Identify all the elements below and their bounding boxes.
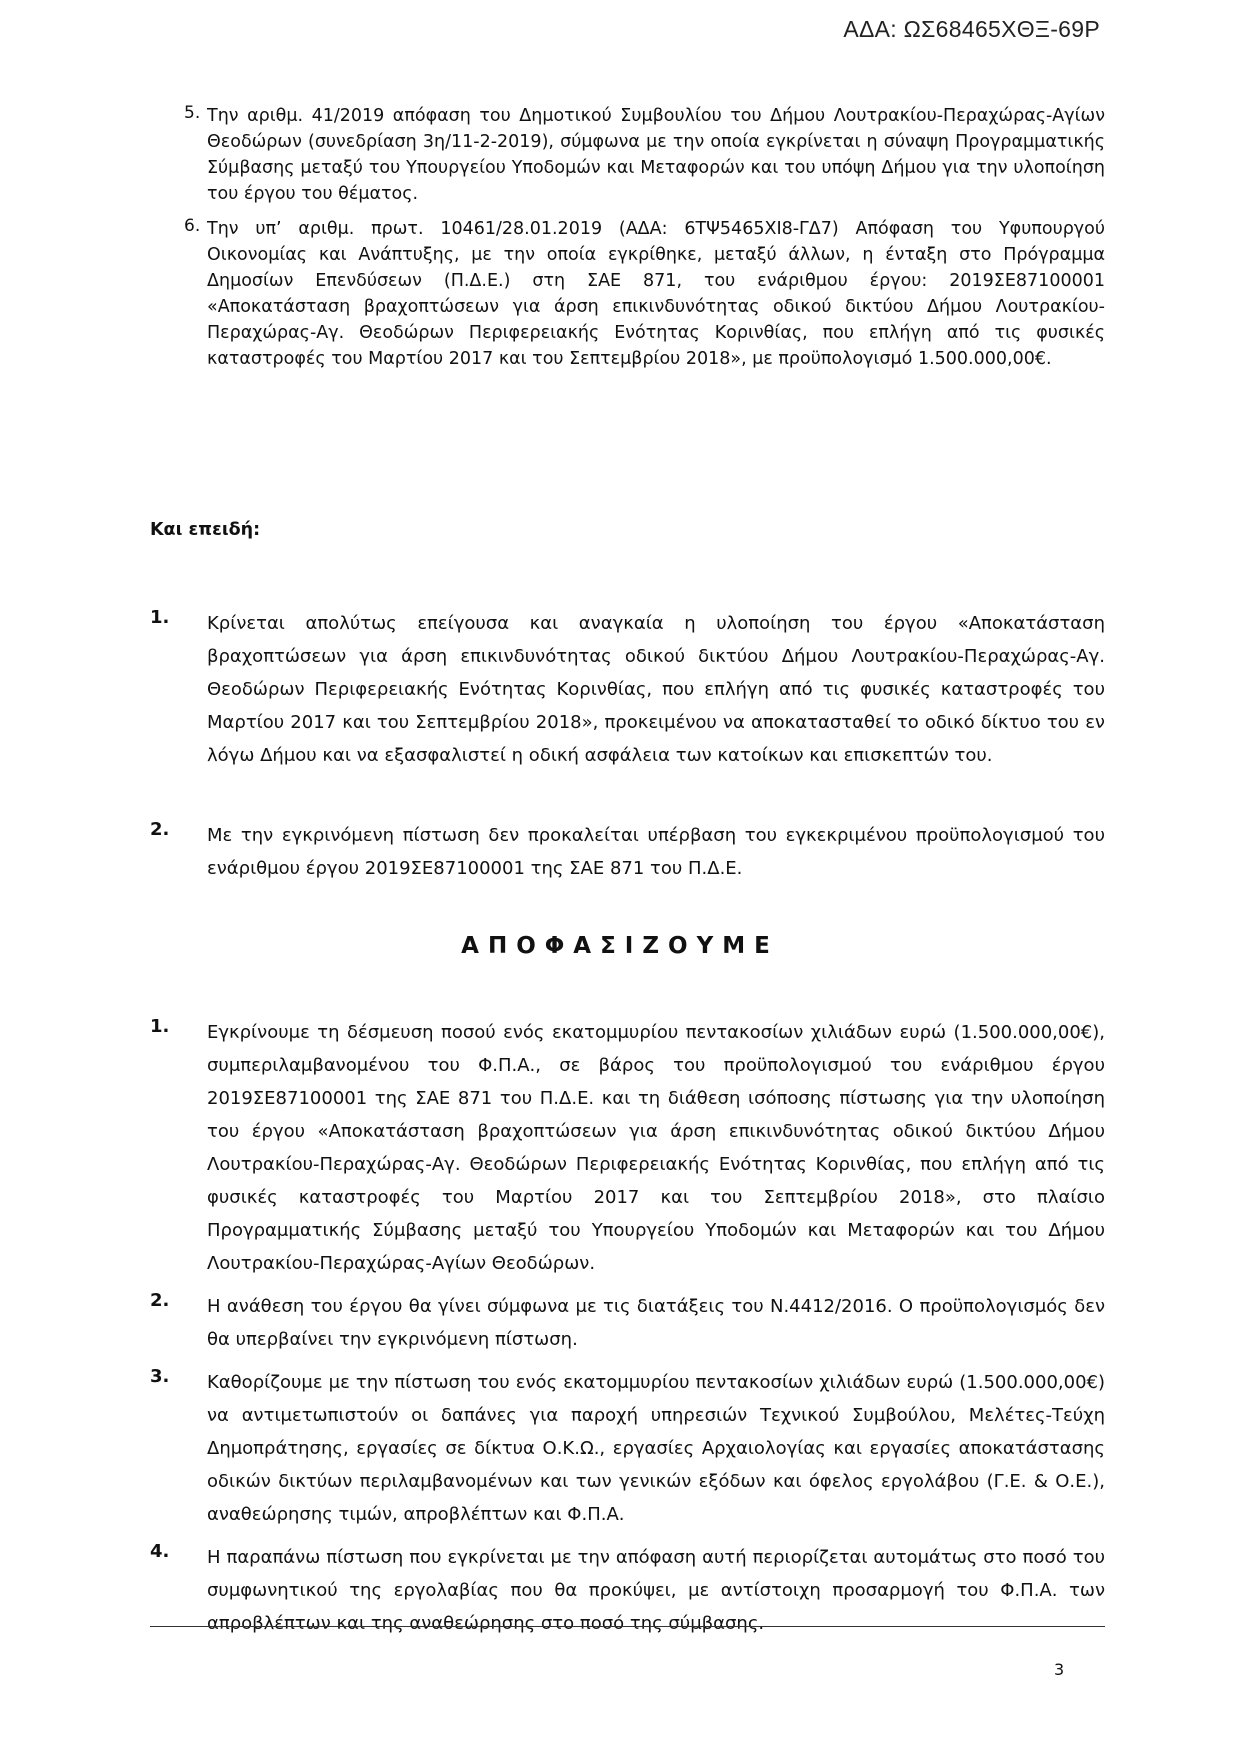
item-text: Καθορίζουμε με την πίστωση του ενός εκατομμυρίου πεντακοσίων χιλιάδων ευρώ (1.500.000,00€) να αντιμετωπιστούν οι δαπάνες για παροχή υπηρεσιών Τεχνικού Συμβούλου, Μελέτες-Τεύχη Δημοπράτησης, εργασίες σε δίκτυα Ο.Κ.Ω., εργασίες Αρχαιολογίας και εργασίες αποκατάστασης οδικών δικτύων περιλαμβανομένων και των γενικών εξόδων και όφελος εργολάβου (Γ.Ε. & Ο.Ε.), αναθεώρησης τιμών, απροβλέπτων και Φ.Π.Α.	[207, 1372, 1105, 1525]
list-item	[150, 819, 1105, 885]
item-text: Η παραπάνω πίστωση που εγκρίνεται με την απόφαση αυτή περιορίζεται αυτομάτως στο ποσό του συμφωνητικού της εργολαβίας που θα προκύψει, με αντίστοιχη προσαρμογή του Φ.Π.Α. των απροβλέπτων και της αναθεώρησης στο ποσό της σύμβασης.	[207, 1547, 1105, 1634]
list-item	[150, 1290, 1105, 1356]
whereas-label: Και επειδή:	[150, 520, 261, 540]
list-item	[150, 607, 1105, 772]
whereas-item	[150, 819, 1105, 885]
page-number: 3	[1054, 1660, 1065, 1679]
item-number: 5.	[184, 103, 201, 123]
list-item	[150, 1016, 1105, 1280]
footer-divider	[150, 1626, 1105, 1627]
list-item	[150, 1366, 1105, 1531]
item-text: Κρίνεται απολύτως επείγουσα και αναγκαία η υλοποίηση του έργου «Αποκατάσταση βραχοπτώσεων για άρση επικινδυνότητας οδικού δικτύου Δήμου Λουτρακίου-Περαχώρας-Αγ. Θεοδώρων Περιφερειακής Ενότητας Κορινθίας, που επλήγη από τις φυσικές καταστροφές του Μαρτίου 2017 και του Σεπτεμβρίου 2018», προκειμένου να αποκατασταθεί το οδικό δίκτυο του εν λόγω Δήμου και να εξασφαλιστεί η οδική ασφάλεια των κατοίκων και επισκεπτών του.	[207, 613, 1105, 766]
item-number: 1.	[150, 1016, 170, 1037]
item-number: 2.	[150, 819, 170, 840]
item-number: 6.	[184, 216, 201, 236]
item-text: Η ανάθεση του έργου θα γίνει σύμφωνα με τις διατάξεις του Ν.4412/2016. Ο προϋπολογισμός δεν θα υπερβαίνει την εγκρινόμενη πίστωση.	[207, 1296, 1105, 1350]
ada-code: ΑΔΑ: ΩΣ68465ΧΘΞ-69Ρ	[843, 16, 1100, 42]
decision-list	[150, 1016, 1105, 1640]
list-item	[150, 216, 1105, 372]
item-text: Με την εγκρινόμενη πίστωση δεν προκαλείται υπέρβαση του εγκεκριμένου προϋπολογισμού του ενάριθμου έργου 2019ΣΕ87100001 της ΣΑΕ 871 του Π.Δ.Ε.	[207, 825, 1105, 879]
item-text: Την αριθμ. 41/2019 απόφαση του Δημοτικού Συμβουλίου του Δήμου Λουτρακίου-Περαχώρας-Αγίων Θεοδώρων (συνεδρίαση 3η/11-2-2019), σύμφωνα με την οποία εγκρίνεται η σύναψη Προγραμματικής Σύμβασης μεταξύ του Υπουργείου Υποδομών και Μεταφορών και του υπόψη Δήμου για την υλοποίηση του έργου του θέματος.	[207, 106, 1105, 204]
decision-heading: ΑΠΟΦΑΣΙΖΟΥΜΕ	[461, 933, 779, 959]
item-text: Εγκρίνουμε τη δέσμευση ποσού ενός εκατομμυρίου πεντακοσίων χιλιάδων ευρώ (1.500.000,00€), συμπεριλαμβανομένου του Φ.Π.Α., σε βάρος του προϋπολογισμού του ενάριθμου έργου 2019ΣΕ87100001 της ΣΑΕ 871 του Π.Δ.Ε. και τη διάθεση ισόποσης πίστωσης για την υλοποίηση του έργου «Αποκατάσταση βραχοπτώσεων για άρση επικινδυνότητας οδικού δικτύου Δήμου Λουτρακίου-Περαχώρας-Αγ. Θεοδώρων Περιφερειακής Ενότητας Κορινθίας, που επλήγη από τις φυσικές καταστροφές του Μαρτίου 2017 και του Σεπτεμβρίου 2018», στο πλαίσιο Προγραμματικής Σύμβασης μεταξύ του Υπουργείου Υποδομών και Μεταφορών και του Δήμου Λουτρακίου-Περαχώρας-Αγίων Θεοδώρων.	[207, 1022, 1105, 1274]
item-number: 1.	[150, 607, 170, 628]
item-number: 4.	[150, 1541, 170, 1562]
item-number: 2.	[150, 1290, 170, 1311]
whereas-item	[150, 607, 1105, 772]
item-text: Την υπ’ αριθμ. πρωτ. 10461/28.01.2019 (ΑΔΑ: 6ΤΨ5465ΧΙ8-ΓΔ7) Απόφαση του Υφυπουργού Οικονομίας και Ανάπτυξης, με την οποία εγκρίθηκε, μεταξύ άλλων, η ένταξη στο Πρόγραμμα Δημοσίων Επενδύσεων (Π.Δ.Ε.) στη ΣΑΕ 871, του ενάριθμου έργου: 2019ΣΕ87100001 «Αποκατάσταση βραχοπτώσεων για άρση επικινδυνότητας οδικού δικτύου Δήμου Λουτρακίου-Περαχώρας-Αγ. Θεοδώρων Περιφερειακής Ενότητας Κορινθίας, που επλήγη από τις φυσικές καταστροφές του Μαρτίου 2017 και του Σεπτεμβρίου 2018», με προϋπολογισμό 1.500.000,00€.	[207, 219, 1105, 369]
item-number: 3.	[150, 1366, 170, 1387]
list-item	[150, 103, 1105, 207]
references-list	[150, 103, 1105, 372]
